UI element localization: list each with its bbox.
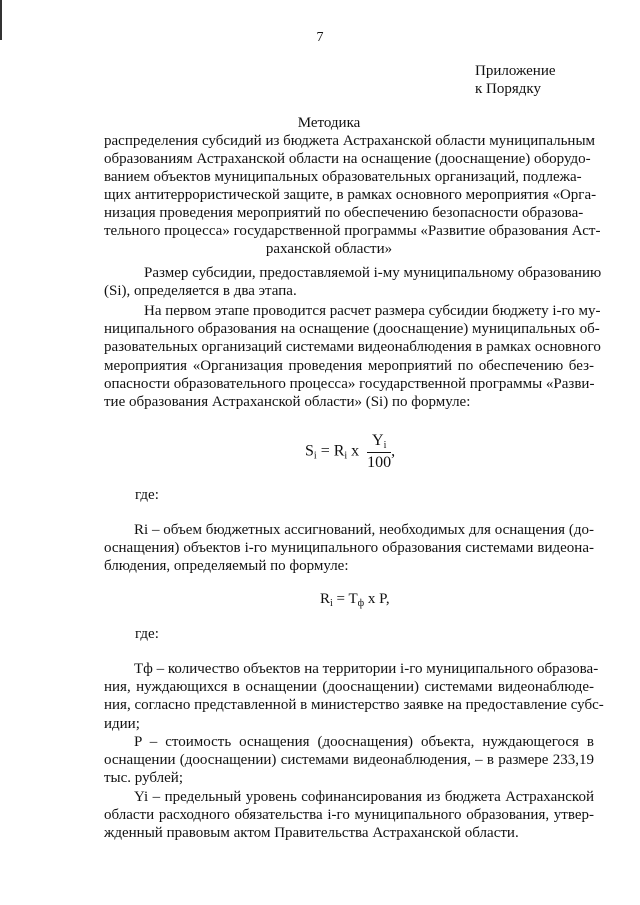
text-line: оснащения) объектов i-го муниципального образования системами видеона- <box>104 540 594 557</box>
title-line: низация проведения мероприятий по обеспечению безопасности образова- <box>104 205 584 221</box>
text-line: Yi – предельный уровень софинансирования из бюджета Астраханской <box>134 789 594 805</box>
formula2-r: R <box>320 591 331 607</box>
appendix-line-1: Приложение <box>475 63 556 79</box>
formula2-eq-t: = T <box>336 591 358 607</box>
text-line: тие образования Астраханской области» (Si) по формуле: <box>104 394 471 411</box>
paragraph-subsidy-size <box>104 264 602 300</box>
title-line: раханской области» <box>265 241 393 257</box>
formula-times: x <box>351 442 360 460</box>
text-line: опасности образовательного процесса» государственной программы «Разви- <box>104 375 595 392</box>
formula-r-sub: i <box>344 450 348 462</box>
appendix-label <box>475 62 556 98</box>
paragraph-ri-definition <box>104 521 594 576</box>
text-line: тыс. рублей; <box>104 770 183 787</box>
title-line: образованиям Астраханской области на оснащение (дооснащение) оборудо- <box>104 151 591 167</box>
text-line: мероприятия «Организация проведения мероприятий по обеспечению без- <box>104 357 594 374</box>
text-line: области расходного обязательства i-го муниципального образования, утвер- <box>104 807 594 824</box>
text-line: ния, согласно представленной в министерство заявке на предоставление субс- <box>104 697 604 714</box>
document-title <box>104 114 601 258</box>
title-line: ванием объектов муниципальных образовательных организаций, подлежа- <box>104 169 582 185</box>
text-line: оснащении (дооснащении) системами видеонаблюдения, – в размере 233,19 <box>104 752 594 769</box>
numerator-sub: i <box>383 440 387 451</box>
formula2-rest: x P, <box>367 591 390 607</box>
text-line: (Si), определяется в два этапа. <box>104 283 297 300</box>
paragraph-tf-definition <box>104 660 604 733</box>
formula-fraction <box>367 432 391 472</box>
formula2-r-sub: i <box>330 598 333 609</box>
title-line: тельного процесса» государственной программы «Развитие образования Аст- <box>104 223 601 239</box>
text-line: идии; <box>104 715 140 732</box>
formula-eq-r: = R <box>320 442 345 460</box>
where-label-2: где: <box>135 626 159 642</box>
fraction-denominator: 100 <box>367 454 392 471</box>
title-line: щих антитеррористической защите, в рамках основного мероприятия «Орга- <box>104 187 597 203</box>
text-line: блюдения, определяемый по формуле: <box>104 558 349 575</box>
formula-s-sub: i <box>313 450 317 462</box>
text-line: Tф – количество объектов на территории i-го муниципального образова- <box>134 661 599 677</box>
where-label-1: где: <box>135 487 159 503</box>
text-line: разовательных организаций системами видеонаблюдения в рамках основного <box>104 339 601 356</box>
title-line: распределения субсидий из бюджета Астраханской области муниципальным <box>104 133 596 149</box>
title-line: Методика <box>297 115 361 131</box>
numerator-y: Y <box>372 432 384 449</box>
formula-comma: , <box>391 442 396 460</box>
text-line: Ri – объем бюджетных ассигнований, необходимых для оснащения (до- <box>134 522 594 538</box>
text-line: ния, нуждающихся в оснащении (дооснащении) системами видеонаблюде- <box>104 679 594 696</box>
formula2-t-sub: ф <box>357 598 365 609</box>
formula-s: S <box>305 442 314 460</box>
text-line: P – стоимость оснащения (дооснащения) объекта, нуждающегося в <box>134 734 594 750</box>
formula-subsidy <box>305 432 395 472</box>
paragraph-p-definition <box>104 733 594 788</box>
fraction-numerator <box>367 432 391 453</box>
text-line: На первом этапе проводится расчет размера субсидии бюджету i-го му- <box>144 303 601 319</box>
appendix-line-2: к Порядку <box>475 81 541 97</box>
paragraph-yi-definition <box>104 788 594 843</box>
page-number: 7 <box>316 30 324 45</box>
text-line: ниципального образования на оснащение (дооснащение) муниципальных об- <box>104 321 600 338</box>
text-line: жденный правовым актом Правительства Астраханской области. <box>104 825 519 842</box>
paragraph-first-stage <box>104 302 601 411</box>
formula-ri <box>320 591 390 609</box>
text-line: Размер субсидии, предоставляемой i-му муниципальному образованию <box>144 265 602 281</box>
